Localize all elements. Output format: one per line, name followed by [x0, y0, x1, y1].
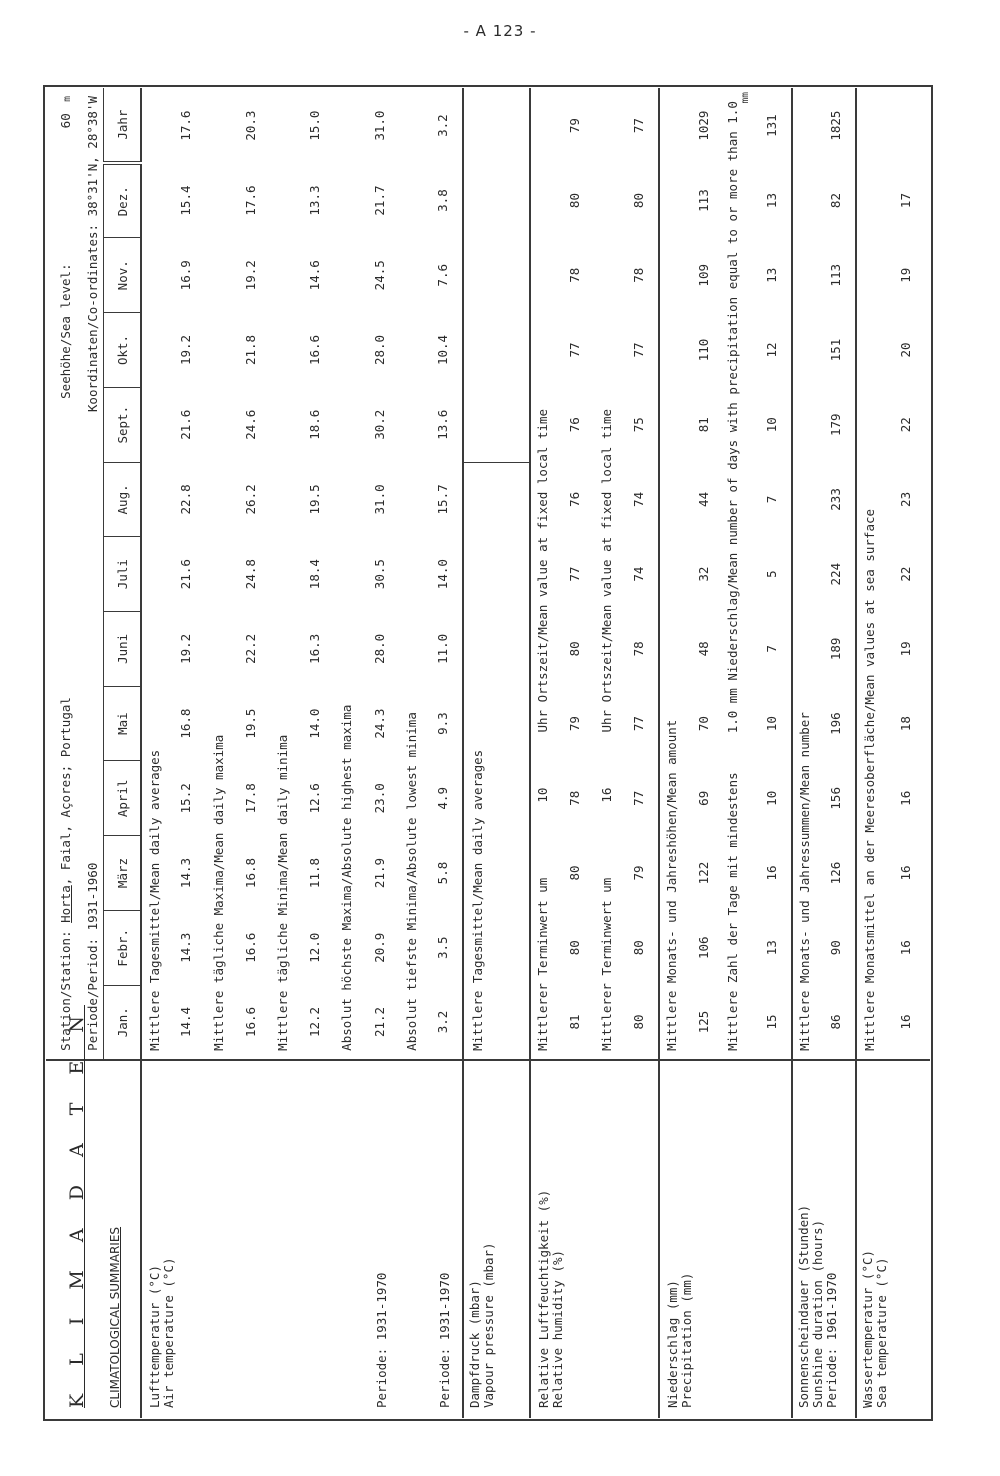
- value-cell: 21.7: [371, 185, 387, 216]
- value-cell: 5.8: [435, 861, 451, 885]
- value-cell: 106: [695, 936, 711, 960]
- value-cell: 110: [695, 338, 711, 362]
- value-cell: 75: [630, 417, 646, 433]
- hum10-hour: 10: [535, 787, 551, 803]
- value-cell: 19.5: [242, 708, 258, 739]
- table-title: K L I M A D A T E N: [66, 1005, 89, 1408]
- value-cell: 17.8: [242, 783, 258, 814]
- value-cell: 126: [828, 861, 844, 885]
- hum16-text-b: Uhr Ortszeit/Mean value at fixed local time: [599, 408, 615, 733]
- value-cell: 86: [828, 1014, 844, 1030]
- table-subtitle: CLIMATOLOGICAL SUMMARIES: [108, 1226, 123, 1408]
- year-value-cell: 79: [566, 118, 582, 134]
- value-cell: 16.6: [242, 1006, 258, 1038]
- value-cell: 156: [828, 787, 844, 810]
- subheader-abs-min: Absolut tiefste Minima/Absolute lowest minima: [403, 712, 419, 1051]
- value-cell: 21.2: [371, 1006, 387, 1038]
- hum10-text-b: Uhr Ortszeit/Mean value at fixed local time: [535, 408, 551, 733]
- value-cell: 74: [630, 491, 646, 507]
- value-cell: 82: [828, 193, 844, 209]
- sea-label-en: Sea temperature (°C): [874, 1257, 890, 1408]
- value-cell: 78: [630, 641, 646, 657]
- humidity-label-en: Relative humidity (%): [550, 1249, 566, 1408]
- value-cell: 23: [897, 491, 913, 507]
- value-cell: 20: [897, 342, 913, 358]
- value-cell: 24.5: [371, 260, 387, 291]
- subheader-vapour: Mittlere Tagesmittel/Mean daily averages: [463, 462, 530, 1060]
- period-value: 1931-1960: [84, 862, 100, 931]
- value-cell: 13: [764, 267, 780, 283]
- value-cell: 30.2: [371, 409, 387, 440]
- value-cell: 16.8: [178, 708, 194, 739]
- year-value-cell: 20.3: [242, 110, 258, 141]
- sunshine-label-de: Sonnenscheindauer (Stunden): [796, 1204, 812, 1408]
- subheader-precip-amount: Mittlere Monats- und Jahreshöhen/Mean amount: [659, 88, 683, 1060]
- value-cell: 9.3: [435, 712, 451, 735]
- sunshine-label: [792, 1060, 856, 1418]
- month-header: Aug.: [104, 462, 142, 537]
- value-cell: 18.6: [307, 409, 323, 440]
- precip-label-en: Precipitation (mm): [678, 1272, 694, 1408]
- month-header: Nov.: [104, 238, 142, 313]
- precip-days-text-b: 1.0 mm Niederschlag/Mean number of days with precipitation equal to or more than 1.0: [724, 101, 740, 734]
- subheader-mean-daily: Mittlere Tagesmittel/Mean daily averages: [141, 88, 165, 1060]
- value-cell: 80: [566, 641, 582, 657]
- value-cell: 13: [764, 193, 780, 209]
- value-cell: 15.7: [435, 484, 451, 515]
- value-cell: 233: [828, 488, 844, 511]
- value-cell: 12.6: [307, 783, 323, 814]
- month-header: Jan.: [104, 985, 142, 1060]
- value-cell: 13: [764, 940, 780, 956]
- value-cell: 21.8: [242, 334, 258, 366]
- value-cell: 78: [630, 267, 646, 283]
- value-cell: 10.4: [435, 334, 451, 366]
- value-cell: 12.0: [307, 932, 323, 963]
- value-cell: 77: [566, 342, 582, 358]
- climate-table: [46, 88, 930, 1418]
- value-cell: 196: [828, 712, 844, 735]
- value-cell: 14.0: [307, 708, 323, 739]
- value-cell: 28.0: [371, 633, 387, 664]
- humidity-label: [530, 1060, 659, 1418]
- coords-label: Koordinaten/Co-ordinates:: [84, 216, 100, 413]
- value-cell: 3.5: [435, 936, 451, 960]
- value-cell: 5: [764, 570, 780, 578]
- value-cell: 16: [897, 865, 913, 881]
- value-cell: 179: [828, 413, 844, 436]
- sea-label-de: Wassertemperatur (°C): [860, 1249, 876, 1408]
- value-cell: 76: [566, 417, 582, 433]
- value-cell: 21.6: [178, 559, 194, 590]
- value-cell: 12: [764, 342, 780, 358]
- value-cell: 7.6: [435, 263, 451, 287]
- value-cell: 90: [828, 940, 844, 956]
- value-cell: 16.3: [307, 633, 323, 664]
- subheader-precip-days: [723, 88, 752, 1060]
- value-cell: 78: [566, 267, 582, 283]
- value-cell: 79: [630, 865, 646, 881]
- value-cell: 14.6: [307, 260, 323, 291]
- value-cell: 125: [695, 1010, 711, 1034]
- value-cell: 30.5: [371, 559, 387, 590]
- hum10-text-a: Mittlerer Terminwert um: [535, 877, 551, 1051]
- value-cell: 22.8: [178, 484, 194, 515]
- value-cell: 19.2: [178, 633, 194, 664]
- value-cell: 15: [764, 1014, 780, 1030]
- month-header: Sept.: [104, 387, 142, 462]
- value-cell: 21.6: [178, 409, 194, 440]
- value-cell: 224: [828, 562, 844, 586]
- value-cell: 13.6: [435, 409, 451, 440]
- year-value-cell: 15.0: [307, 110, 323, 141]
- value-cell: 14.4: [178, 1006, 194, 1038]
- value-cell: 15.4: [178, 185, 194, 216]
- value-cell: 10: [764, 716, 780, 732]
- value-cell: 80: [630, 193, 646, 209]
- value-cell: 77: [630, 342, 646, 358]
- value-cell: 19: [897, 641, 913, 657]
- value-cell: 113: [828, 263, 844, 287]
- value-cell: 16.9: [178, 260, 194, 291]
- value-cell: 74: [630, 566, 646, 582]
- vapour-label-en: Vapour pressure (mbar): [481, 1242, 497, 1408]
- value-cell: 14.0: [435, 559, 451, 590]
- value-cell: 28.0: [371, 334, 387, 366]
- subheader-sea: Mittlere Monatsmittel an der Meeresoberfläche/Mean values at sea surface: [856, 88, 880, 1060]
- value-cell: 122: [695, 861, 711, 885]
- coords-value: 38°31'N, 28°38'W: [84, 96, 100, 217]
- value-cell: 31.0: [371, 484, 387, 515]
- value-cell: 151: [828, 338, 844, 362]
- value-cell: 79: [566, 716, 582, 732]
- value-cell: 78: [566, 790, 582, 806]
- sea-level-value: 60: [58, 113, 74, 129]
- precip-days-text-a: Mittlere Zahl der Tage mit mindestens: [724, 772, 740, 1051]
- month-header: Febr.: [104, 910, 142, 985]
- value-cell: 19.5: [307, 484, 323, 515]
- temperature-label-en: Air temperature (°C): [161, 1257, 177, 1408]
- value-cell: 70: [695, 716, 711, 732]
- station-name: Horta: [58, 885, 74, 923]
- value-cell: 16: [897, 1014, 913, 1030]
- sunshine-label-en: Sunshine duration (hours): [810, 1219, 826, 1408]
- month-header: April: [104, 761, 142, 836]
- value-cell: 22: [897, 417, 913, 433]
- value-cell: 81: [566, 1014, 582, 1030]
- value-cell: 69: [695, 790, 711, 806]
- value-cell: 10: [764, 790, 780, 806]
- subheader-mean-max: Mittlere tägliche Maxima/Mean daily maxima: [210, 734, 226, 1051]
- station-prefix: Station/Station:: [58, 922, 74, 1051]
- subheader-sunshine: Mittlere Monats- und Jahressummen/Mean number: [792, 88, 816, 1060]
- temperature-label-de: Lufttemperatur (°C): [147, 1265, 163, 1408]
- value-cell: 7: [764, 495, 780, 504]
- hum16-hour: 16: [599, 787, 615, 803]
- value-cell: 4.9: [435, 787, 451, 810]
- value-cell: 24.6: [242, 409, 258, 440]
- climate-table-rotated: [46, 88, 930, 1418]
- year-value-cell: 77: [630, 118, 646, 134]
- value-cell: 16: [764, 865, 780, 881]
- sea-level-unit: m: [62, 96, 74, 102]
- year-value-cell: [881, 88, 930, 163]
- value-cell: 26.2: [242, 484, 258, 515]
- temperature-label: [141, 1060, 334, 1418]
- month-header: März: [104, 836, 142, 911]
- value-cell: 48: [695, 641, 711, 657]
- value-cell: 80: [566, 865, 582, 881]
- page-number: - A 123 -: [463, 22, 537, 40]
- value-cell: 22.2: [242, 633, 258, 664]
- period-line: [79, 88, 103, 1060]
- value-cell: 18.4: [307, 559, 323, 590]
- value-cell: 11.8: [307, 857, 323, 889]
- value-cell: 189: [828, 637, 844, 661]
- month-header: Juni: [104, 612, 142, 687]
- value-cell: 24.3: [371, 708, 387, 739]
- value-cell: 3.8: [435, 189, 451, 212]
- value-cell: 16: [897, 940, 913, 956]
- value-cell: 24.8: [242, 559, 258, 590]
- value-cell: 13.3: [307, 185, 323, 216]
- value-cell: 23.0: [371, 783, 387, 814]
- humidity-label-de: Relative Luftfeuchtigkeit (%): [536, 1189, 552, 1408]
- value-cell: 44: [695, 491, 711, 507]
- year-value-cell: 131: [764, 114, 780, 137]
- value-cell: 17.6: [242, 185, 258, 216]
- value-cell: 15.2: [178, 783, 194, 814]
- value-cell: 80: [566, 193, 582, 209]
- precip-label-de: Niederschlag (mm): [664, 1280, 680, 1408]
- value-cell: 77: [566, 566, 582, 582]
- hum16-text-a: Mittlerer Terminwert um: [599, 877, 615, 1051]
- year-value-cell: 31.0: [371, 110, 387, 141]
- value-cell: 17: [897, 193, 913, 209]
- value-cell: 22: [897, 566, 913, 582]
- value-cell: 16.8: [242, 857, 258, 889]
- value-cell: 19: [897, 267, 913, 283]
- year-value-cell: 1825: [828, 110, 844, 141]
- value-cell: 11.0: [435, 633, 451, 664]
- subheader-abs-max: Absolut höchste Maxima/Absolute highest maxima: [339, 704, 355, 1051]
- climate-table-frame: [43, 85, 933, 1421]
- value-cell: 19.2: [242, 260, 258, 291]
- year-header: Jahr: [104, 88, 142, 163]
- value-cell: 14.3: [178, 932, 194, 963]
- value-cell: 109: [695, 263, 711, 287]
- month-header: Okt.: [104, 313, 142, 388]
- value-cell: 10: [764, 417, 780, 433]
- value-cell: 80: [566, 940, 582, 956]
- value-cell: 81: [695, 417, 711, 433]
- value-cell: 113: [695, 189, 711, 212]
- value-cell: 80: [630, 1014, 646, 1030]
- year-value-cell: 17.6: [178, 110, 194, 141]
- value-cell: 21.9: [371, 857, 387, 889]
- value-cell: 16.6: [307, 334, 323, 366]
- value-cell: 80: [630, 940, 646, 956]
- value-cell: 20.9: [371, 932, 387, 963]
- sea-label: [856, 1060, 930, 1418]
- value-cell: 3.2: [435, 1010, 451, 1034]
- sea-level-label: Seehöhe/Sea level:: [58, 263, 74, 399]
- vapour-label: [463, 1060, 530, 1418]
- station-line: [46, 88, 79, 1060]
- sunshine-period: Periode: 1961-1970: [824, 1272, 840, 1408]
- value-cell: 77: [630, 790, 646, 806]
- vapour-label-de: Dampfdruck (mbar): [467, 1280, 483, 1408]
- value-cell: 18: [897, 716, 913, 732]
- period-label-abs-max: Periode: 1931-1970: [335, 1060, 399, 1418]
- precip-label: [659, 1060, 792, 1418]
- value-cell: 77: [630, 716, 646, 732]
- month-header: Dez.: [104, 163, 142, 238]
- month-header: Mai: [104, 686, 142, 761]
- subheader-hum16: [594, 88, 618, 1060]
- station-rest: , Faial, Açores; Portugal: [58, 697, 74, 886]
- value-cell: 19.2: [178, 334, 194, 366]
- period-label: Periode/Period:: [84, 930, 100, 1051]
- value-cell: 7: [764, 645, 780, 653]
- year-value-cell: 3.2: [435, 114, 451, 137]
- year-value-cell: 1029: [695, 110, 711, 141]
- subheader-hum10: [530, 88, 554, 1060]
- value-cell: 14.3: [178, 857, 194, 889]
- month-header: Juli: [104, 537, 142, 612]
- value-cell: 12.2: [307, 1006, 323, 1038]
- value-cell: 16.6: [242, 932, 258, 963]
- value-cell: 16: [897, 790, 913, 806]
- period-label-abs-min: Periode: 1931-1970: [399, 1060, 463, 1418]
- precip-days-unit: mm: [739, 92, 751, 104]
- value-cell: 32: [695, 566, 711, 582]
- subheader-mean-min: Mittlere tägliche Minima/Mean daily minima: [274, 734, 290, 1051]
- value-cell: 76: [566, 491, 582, 507]
